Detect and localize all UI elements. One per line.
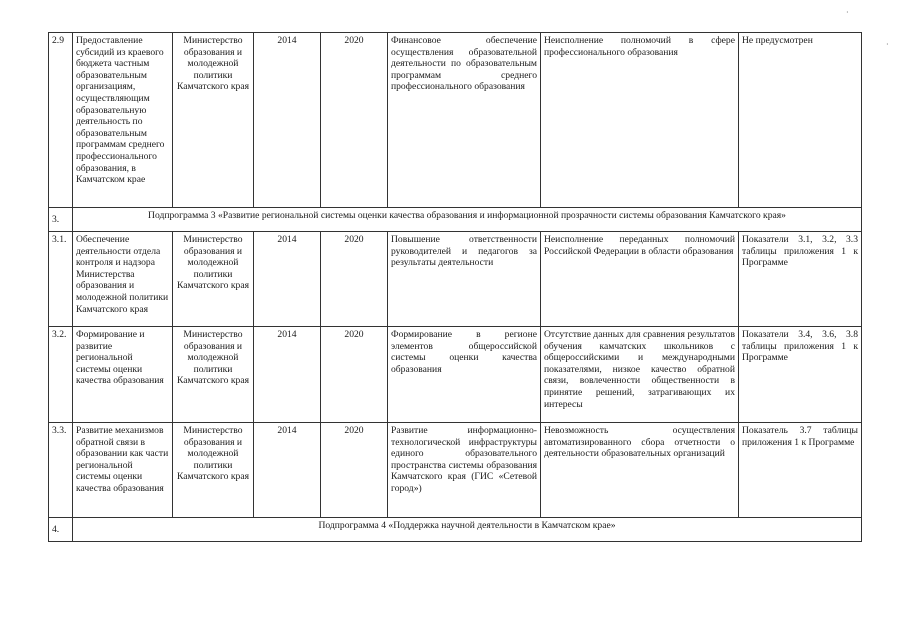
expected-result: Повышение ответственности руководителей и педагогов за результаты деятельности xyxy=(388,232,541,327)
measure-name: Формирование и развитие региональной системы оценки качества образования xyxy=(73,327,173,423)
table-row xyxy=(49,232,862,327)
row-number: 4. xyxy=(49,518,73,542)
table-row xyxy=(49,33,862,208)
measure-name: Предоставление субсидий из краевого бюджета частным образовательным организациям, осуществляющим образовательную деятельность по образовательным программам среднего профессионального образования, в Камчатском крае xyxy=(73,33,173,208)
non-implementation-consequences: Неисполнение переданных полномочий Российской Федерации в области образования xyxy=(541,232,739,327)
end-year: 2020 xyxy=(321,33,388,208)
non-implementation-consequences: Невозможность осуществления автоматизированного сбора отчетности о деятельности образовательных организаций xyxy=(541,423,739,518)
subprogram-row xyxy=(49,208,862,232)
start-year: 2014 xyxy=(254,327,321,423)
end-year: 2020 xyxy=(321,232,388,327)
start-year: 2014 xyxy=(254,33,321,208)
start-year: 2014 xyxy=(254,423,321,518)
non-implementation-consequences: Отсутствие данных для сравнения результатов обучения камчатских школьников с общероссийскими и международными показателями, низкое качество обратной связи, вовлеченности общественности в принятие решений, затрагивающих их интересы xyxy=(541,327,739,423)
row-number: 3.1. xyxy=(49,232,73,327)
program-measures-table xyxy=(48,32,862,542)
expected-result: Финансовое обеспечение осуществления образовательной деятельности по образовательным программам среднего профессионального образования xyxy=(388,33,541,208)
subprogram-row xyxy=(49,518,862,542)
start-year: 2014 xyxy=(254,232,321,327)
measure-name: Обеспечение деятельности отдела контроля и надзора Министерства образования и молодежной политики Камчатского края xyxy=(73,232,173,327)
row-number: 3.3. xyxy=(49,423,73,518)
row-number: 3. xyxy=(49,208,73,232)
table-row xyxy=(49,423,862,518)
responsible-executor: Министерство образования и молодежной политики Камчатского края xyxy=(173,423,254,518)
responsible-executor: Министерство образования и молодежной политики Камчатского края xyxy=(173,232,254,327)
related-indicators: Не предусмотрен xyxy=(739,33,862,208)
row-number: 2.9 xyxy=(49,33,73,208)
expected-result: Формирование в регионе элементов общероссийской системы оценки качества образования xyxy=(388,327,541,423)
responsible-executor: Министерство образования и молодежной политики Камчатского края xyxy=(173,33,254,208)
measure-name: Развитие механизмов обратной связи в образовании как части региональной системы оценки качества образования xyxy=(73,423,173,518)
end-year: 2020 xyxy=(321,423,388,518)
related-indicators: Показатели 3.4, 3.6, 3.8 таблицы приложения 1 к Программе xyxy=(739,327,862,423)
related-indicators: Показатели 3.1, 3.2, 3.3 таблицы приложения 1 к Программе xyxy=(739,232,862,327)
table-row xyxy=(49,327,862,423)
related-indicators: Показатель 3.7 таблицы приложения 1 к Программе xyxy=(739,423,862,518)
corner-dot: · xyxy=(886,40,889,49)
end-year: 2020 xyxy=(321,327,388,423)
row-number: 3.2. xyxy=(49,327,73,423)
non-implementation-consequences: Неисполнение полномочий в сфере профессионального образования xyxy=(541,33,739,208)
corner-dot: · xyxy=(846,8,849,17)
subprogram-title: Подпрограмма 3 «Развитие региональной системы оценки качества образования и информационной прозрачности системы образования Камчатского края» xyxy=(73,208,862,232)
responsible-executor: Министерство образования и молодежной политики Камчатского края xyxy=(173,327,254,423)
expected-result: Развитие информационно-технологической инфраструктуры единого образовательного пространства системы образования Камчатского края (ГИС «Сетевой город») xyxy=(388,423,541,518)
subprogram-title: Подпрограмма 4 «Поддержка научной деятельности в Камчатском крае» xyxy=(73,518,862,542)
